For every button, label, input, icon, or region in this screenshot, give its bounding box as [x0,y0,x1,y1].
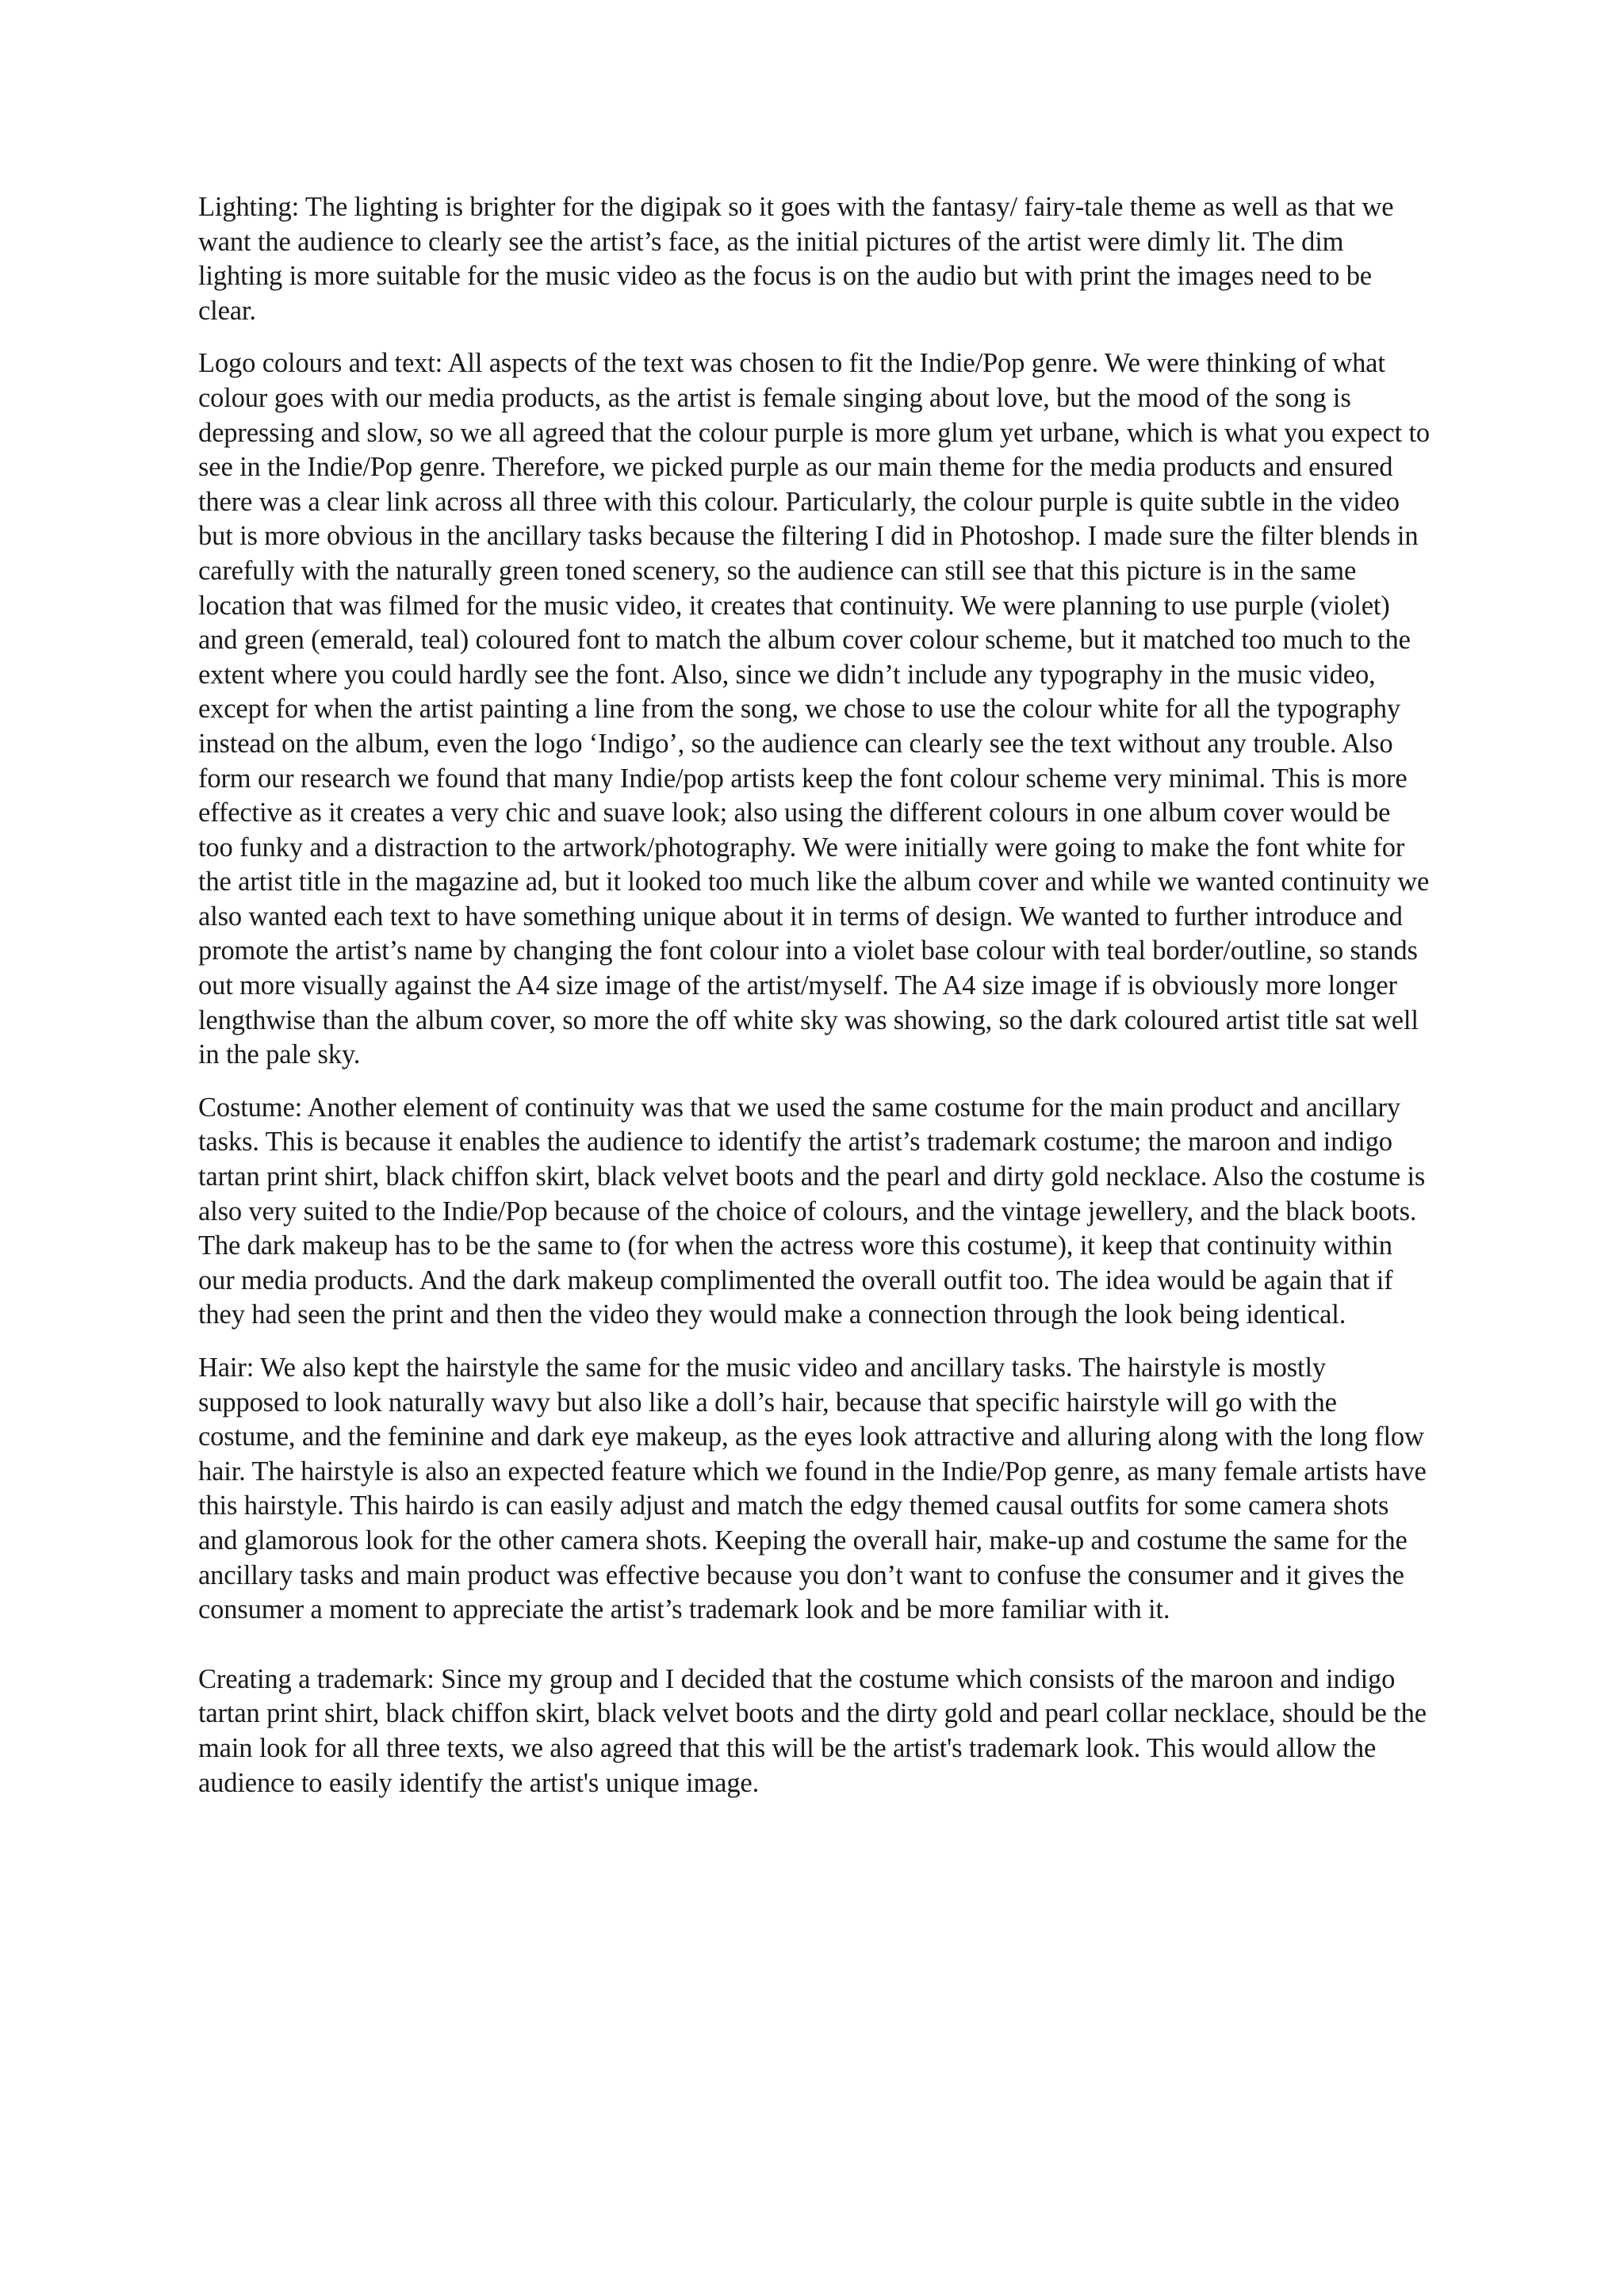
paragraph-logo-colours-and-text: Logo colours and text: All aspects of the text was chosen to fit the Indie/Pop genre. We were thinking of what colour goes with our media products, as the artist is female singing about love, but the mood of the song is depressing and slow, so we all agreed that the colour purple is more glum yet urbane, which is what you expect to see in the Indie/Pop genre. Therefore, we picked purple as our main theme for the media products and ensured there was a clear link across all three with this colour. Particularly, the colour purple is quite subtle in the video but is more obvious in the ancillary tasks because the filtering I did in Photoshop. I made sure the filter blends in carefully with the naturally green toned scenery, so the audience can still see that this picture is in the same location that was filmed for the music video, it creates that continuity. We were planning to use purple (violet) and green (emerald, teal) coloured font to match the album cover colour scheme, but it matched too much to the extent where you could hardly see the font. Also, since we didn’t include any typography in the music video, except for when the artist painting a line from the song, we chose to use the colour white for all the typography instead on the album, even the logo ‘Indigo’, so the audience can clearly see the text without any trouble. Also form our research we found that many Indie/pop artists keep the font colour scheme very minimal. This is more effective as it creates a very chic and suave look; also using the different colours in one album cover would be too funky and a distraction to the artwork/photography. We were initially were going to make the font white for the artist title in the magazine ad, but it looked too much like the album cover and while we wanted continuity we also wanted each text to have something unique about it in terms of design. We wanted to further introduce and promote the artist’s name by changing the font colour into a violet base colour with teal border/outline, so stands out more visually against the A4 size image of the artist/myself. The A4 size image if is obviously more longer lengthwise than the album cover, so more the off white sky was showing, so the dark coloured artist title sat well in the pale sky. [198,348,1431,1070]
paragraph-hair: Hair: We also kept the hairstyle the same for the music video and ancillary tasks. The hairstyle is mostly supposed to look naturally wavy but also like a doll’s hair, because that specific hairstyle will go with the costume, and the feminine and dark eye makeup, as the eyes look attractive and alluring along with the long flow hair. The hairstyle is also an expected feature which we found in the Indie/Pop genre, as many female artists have this hairstyle. This hairdo is can easily adjust and match the edgy themed causal outfits for some camera shots and glamorous look for the other camera shots. Keeping the overall hair, make-up and costume the same for the ancillary tasks and main product was effective because you don’t want to confuse the consumer and it gives the consumer a moment to appreciate the artist’s trademark look and be more familiar with it. [198,1353,1427,1625]
document-body [198,190,1431,1819]
paragraph-creating-a-trademark: Creating a trademark: Since my group and I decided that the costume which consists of the maroon and indigo tartan print shirt, black chiffon skirt, black velvet boots and the dirty gold and pearl collar necklace, should be the main look for all three texts, we also agreed that this will be the artist's trademark look. This would allow the audience to easily identify the artist's unique image. [198,1663,1427,1798]
paragraph-costume: Costume: Another element of continuity was that we used the same costume for the main product and ancillary tasks. This is because it enables the audience to identify the artist’s trademark costume; the maroon and indigo tartan print shirt, black chiffon skirt, black velvet boots and the pearl and dirty gold necklace. Also the costume is also very suited to the Indie/Pop because of the choice of colours, and the vintage jewellery, and the black boots. The dark makeup has to be the same to (for when the actress wore this costume), it keep that continuity within our media products. And the dark makeup complimented the overall outfit too. The idea would be again that if they had seen the print and then the video they would make a connection through the look being identical. [198,1092,1426,1330]
paragraph-lighting: Lighting: The lighting is brighter for the digipak so it goes with the fantasy/ fairy-tale theme as well as that we want the audience to clearly see the artist’s face, as the initial pictures of the artist were dimly lit. The dim lighting is more suitable for the music video as the focus is on the audio but with print the images need to be clear. [198,192,1394,326]
